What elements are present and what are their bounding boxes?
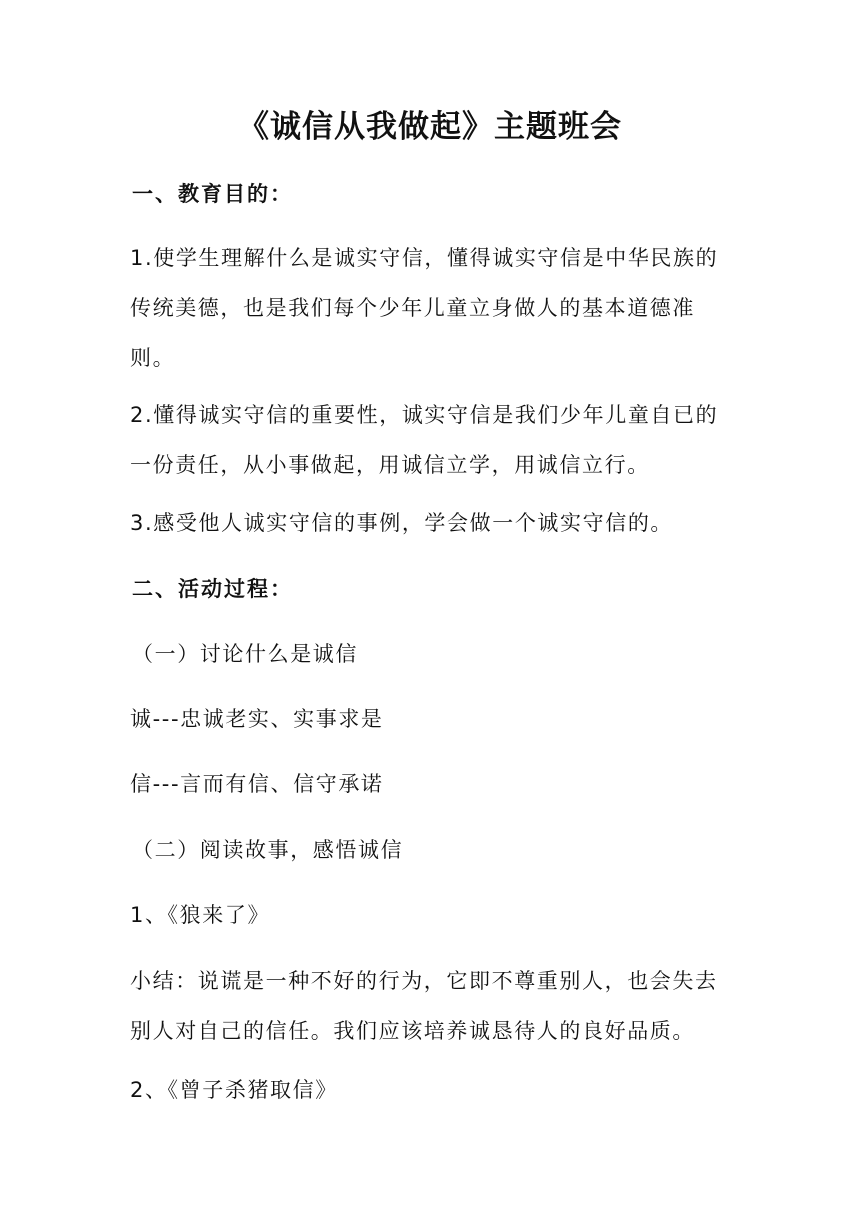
story-item-2: 2、《曾子杀猪取信》: [130, 1078, 338, 1102]
story-summary: [130, 956, 740, 1056]
story-summary-line-2: 别人对自己的信任。我们应该培养诚恳待人的良好品质。: [130, 1019, 695, 1043]
goal-item-1: [130, 233, 740, 383]
definition-cheng: 诚---忠诚老实、实事求是: [130, 707, 384, 731]
story-item-1: 1、《狼来了》: [130, 903, 271, 927]
definition-xin: 信---言而有信、信守承诺: [130, 772, 384, 796]
story-summary-line-1: 小结：说谎是一种不好的行为，它即不尊重别人，也会失去: [130, 969, 718, 993]
goal-item-1-line-3: 则。: [130, 346, 176, 370]
goal-item-1-line-2: 传统美德，也是我们每个少年儿童立身做人的基本道德准: [130, 296, 695, 320]
goal-item-2-line-1: 2.懂得诚实守信的重要性，诚实守信是我们少年儿童自已的: [130, 403, 719, 427]
goal-item-1-line-1: 1.使学生理解什么是诚实守信，懂得诚实守信是中华民族的: [130, 246, 719, 270]
section-heading-activity-process: 二、活动过程：: [132, 577, 293, 601]
goal-item-3: 3.感受他人诚实守信的事例，学会做一个诚实守信的。: [130, 511, 674, 535]
document-title: 《诚信从我做起》主题班会: [238, 109, 622, 145]
goal-item-2: [130, 390, 740, 490]
section-heading-education-goals: 一、教育目的：: [132, 182, 293, 206]
goal-item-2-line-2: 一份责任，从小事做起，用诚信立学，用诚信立行。: [130, 453, 650, 477]
subsection-discuss-integrity: （一）讨论什么是诚信: [132, 642, 358, 666]
subsection-read-stories: （二）阅读故事，感悟诚信: [132, 838, 404, 862]
